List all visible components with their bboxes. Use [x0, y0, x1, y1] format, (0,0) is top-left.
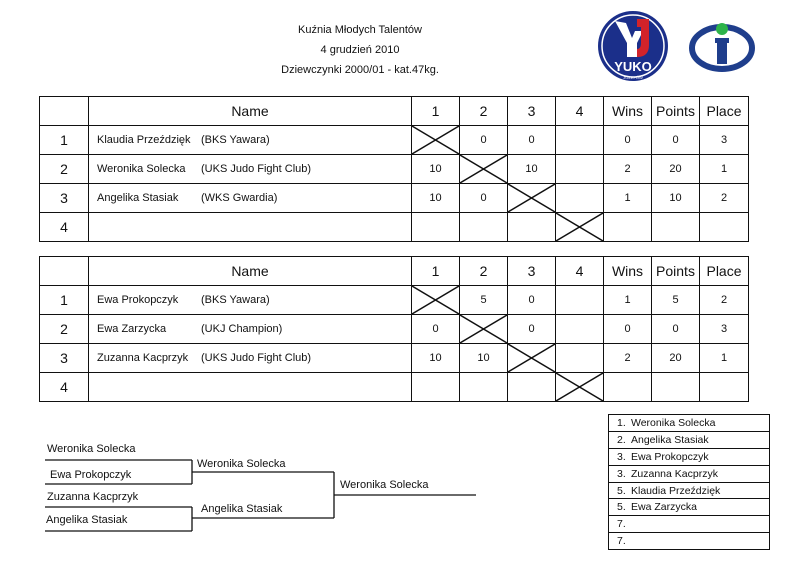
ranking-cell	[609, 448, 770, 465]
competitor-number: 1	[40, 286, 89, 315]
bracket-semi2-winner: Angelika Stasiak	[201, 503, 283, 515]
col-2-header: 2	[460, 257, 508, 286]
ranking-name: Ewa Prokopczyk	[631, 450, 709, 463]
ranking-position: 5.	[617, 501, 626, 514]
self-match-cross-icon	[508, 344, 555, 372]
bout-score-4	[556, 286, 604, 315]
competitor-number: 4	[40, 373, 89, 402]
competitor-club: (UKJ Champion)	[201, 323, 283, 335]
col-name-header: Name	[89, 97, 412, 126]
bracket-champion: Weronika Solecka	[340, 479, 429, 491]
ranking-row	[609, 431, 770, 448]
bracket-semi2-top: Zuzanna Kacprzyk	[47, 491, 139, 503]
table-row	[40, 184, 749, 213]
bout-score-3	[508, 373, 556, 402]
bout-score-3: 10	[508, 155, 556, 184]
ranking-row	[609, 499, 770, 516]
competitor-cell	[89, 344, 412, 373]
wins-cell	[604, 213, 652, 242]
place-cell: 3	[700, 126, 749, 155]
ranking-cell	[609, 482, 770, 499]
info-logo-icon	[688, 20, 756, 72]
table-row	[40, 315, 749, 344]
col-name-header: Name	[89, 257, 412, 286]
table-row	[40, 155, 749, 184]
ranking-row	[609, 415, 770, 432]
ranking-name: Weronika Solecka	[631, 416, 716, 429]
bout-score-4	[556, 155, 604, 184]
corner-cell	[40, 257, 89, 286]
competitor-number: 1	[40, 126, 89, 155]
competitor-cell	[89, 286, 412, 315]
bout-score-2: 10	[460, 344, 508, 373]
bracket-semi1-winner: Weronika Solecka	[197, 458, 286, 470]
wins-cell: 0	[604, 315, 652, 344]
place-cell: 1	[700, 155, 749, 184]
competitor-name: Zuzanna Kacprzyk	[97, 352, 189, 364]
col-3-header: 3	[508, 257, 556, 286]
ranking-cell	[609, 431, 770, 448]
col-4-header: 4	[556, 97, 604, 126]
yuko-logo-subtext: JÓZEFÓW	[623, 75, 643, 80]
corner-cell	[40, 97, 89, 126]
place-cell: 2	[700, 184, 749, 213]
bout-score-1: 0	[412, 315, 460, 344]
competitor-club: (WKS Gwardia)	[201, 192, 278, 204]
pool-a-header-row	[40, 97, 749, 126]
col-1-header: 1	[412, 97, 460, 126]
col-points-header: Points	[652, 257, 700, 286]
bout-score-1	[412, 373, 460, 402]
ranking-row	[609, 482, 770, 499]
col-wins-header: Wins	[604, 257, 652, 286]
self-match-cross-icon	[412, 126, 459, 154]
competitor-number: 3	[40, 344, 89, 373]
points-cell: 20	[652, 155, 700, 184]
col-3-header: 3	[508, 97, 556, 126]
competitor-name: Klaudia Przeździęk	[97, 134, 191, 146]
bracket-semi1-bottom: Ewa Prokopczyk	[50, 469, 132, 481]
pool-b-table	[39, 256, 749, 402]
col-place-header: Place	[700, 257, 749, 286]
bout-score-1: 10	[412, 155, 460, 184]
competitor-cell	[89, 184, 412, 213]
col-place-header: Place	[700, 97, 749, 126]
competitor-name: Ewa Prokopczyk	[97, 294, 179, 306]
pool-b-header-row	[40, 257, 749, 286]
col-1-header: 1	[412, 257, 460, 286]
event-title: Kuźnia Młodych Talentów	[298, 24, 422, 36]
ranking-position: 3.	[617, 467, 626, 480]
bout-score-3: 0	[508, 126, 556, 155]
competitor-cell	[89, 155, 412, 184]
ranking-position: 7.	[617, 535, 626, 548]
place-cell: 3	[700, 315, 749, 344]
yuko-logo	[593, 9, 673, 83]
wins-cell	[604, 373, 652, 402]
ranking-cell	[609, 465, 770, 482]
col-points-header: Points	[652, 97, 700, 126]
self-match-cross-icon	[460, 155, 507, 183]
ranking-name: Angelika Stasiak	[631, 433, 709, 446]
competitor-club: (BKS Yawara)	[201, 294, 270, 306]
bout-score-3	[508, 213, 556, 242]
place-cell: 2	[700, 286, 749, 315]
bout-score-4	[556, 315, 604, 344]
competitor-cell	[89, 315, 412, 344]
points-cell	[652, 213, 700, 242]
table-row	[40, 373, 749, 402]
competitor-name: Angelika Stasiak	[97, 192, 179, 204]
self-match-cell	[460, 315, 508, 344]
bout-score-2: 5	[460, 286, 508, 315]
points-cell: 5	[652, 286, 700, 315]
wins-cell: 1	[604, 286, 652, 315]
wins-cell: 2	[604, 344, 652, 373]
bout-score-2: 0	[460, 184, 508, 213]
wins-cell: 0	[604, 126, 652, 155]
ranking-cell	[609, 415, 770, 432]
competitor-cell	[89, 126, 412, 155]
bout-score-2	[460, 373, 508, 402]
event-header	[230, 20, 490, 80]
bracket-semi1-top: Weronika Solecka	[47, 443, 136, 455]
self-match-cell	[556, 373, 604, 402]
points-cell: 0	[652, 315, 700, 344]
ranking-cell	[609, 499, 770, 516]
table-row	[40, 286, 749, 315]
bout-score-4	[556, 184, 604, 213]
points-cell: 0	[652, 126, 700, 155]
competitor-number: 4	[40, 213, 89, 242]
bout-score-1	[412, 213, 460, 242]
bout-score-4	[556, 344, 604, 373]
ranking-row	[609, 448, 770, 465]
self-match-cell	[556, 213, 604, 242]
ranking-position: 1.	[617, 416, 626, 429]
self-match-cross-icon	[460, 315, 507, 343]
self-match-cell	[412, 126, 460, 155]
yuko-logo-text: YUKO	[614, 59, 652, 74]
competitor-name: Ewa Zarzycka	[97, 323, 167, 335]
bout-score-2: 0	[460, 126, 508, 155]
col-4-header: 4	[556, 257, 604, 286]
place-cell	[700, 213, 749, 242]
ranking-name: Zuzanna Kacprzyk	[631, 467, 718, 480]
competitor-club: (BKS Yawara)	[201, 134, 270, 146]
ranking-position: 2.	[617, 433, 626, 446]
competitor-number: 3	[40, 184, 89, 213]
competitor-club: (UKS Judo Fight Club)	[201, 163, 312, 175]
ranking-cell	[609, 533, 770, 550]
place-cell	[700, 373, 749, 402]
ranking-row	[609, 516, 770, 533]
self-match-cross-icon	[556, 213, 603, 241]
self-match-cross-icon	[508, 184, 555, 212]
wins-cell: 2	[604, 155, 652, 184]
self-match-cell	[412, 286, 460, 315]
event-category: Dziewczynki 2000/01 - kat.47kg.	[281, 64, 439, 76]
competitor-name: Weronika Solecka	[97, 163, 186, 175]
bout-score-3: 0	[508, 286, 556, 315]
points-cell	[652, 373, 700, 402]
self-match-cell	[460, 155, 508, 184]
competitor-cell	[89, 213, 412, 242]
bout-score-1: 10	[412, 344, 460, 373]
table-row	[40, 126, 749, 155]
bout-score-1: 10	[412, 184, 460, 213]
bout-score-4	[556, 126, 604, 155]
bout-score-3: 0	[508, 315, 556, 344]
ranking-name: Klaudia Przeździęk	[631, 484, 721, 497]
self-match-cell	[508, 184, 556, 213]
wins-cell: 1	[604, 184, 652, 213]
ranking-name: Ewa Zarzycka	[631, 501, 697, 514]
ranking-row	[609, 465, 770, 482]
points-cell: 10	[652, 184, 700, 213]
col-wins-header: Wins	[604, 97, 652, 126]
points-cell: 20	[652, 344, 700, 373]
ranking-cell	[609, 516, 770, 533]
bout-score-2	[460, 213, 508, 242]
self-match-cross-icon	[556, 373, 603, 401]
ranking-row	[609, 533, 770, 550]
competitor-number: 2	[40, 155, 89, 184]
ranking-position: 3.	[617, 450, 626, 463]
competitor-number: 2	[40, 315, 89, 344]
pool-a-table	[39, 96, 749, 242]
competitor-club: (UKS Judo Fight Club)	[201, 352, 312, 364]
final-ranking-table	[608, 414, 770, 550]
col-2-header: 2	[460, 97, 508, 126]
ranking-position: 7.	[617, 518, 626, 531]
self-match-cell	[508, 344, 556, 373]
table-row	[40, 213, 749, 242]
table-row	[40, 344, 749, 373]
self-match-cross-icon	[412, 286, 459, 314]
competitor-cell	[89, 373, 412, 402]
ranking-position: 5.	[617, 484, 626, 497]
bracket-semi2-bottom: Angelika Stasiak	[46, 514, 128, 526]
event-date: 4 grudzień 2010	[320, 44, 400, 56]
place-cell: 1	[700, 344, 749, 373]
